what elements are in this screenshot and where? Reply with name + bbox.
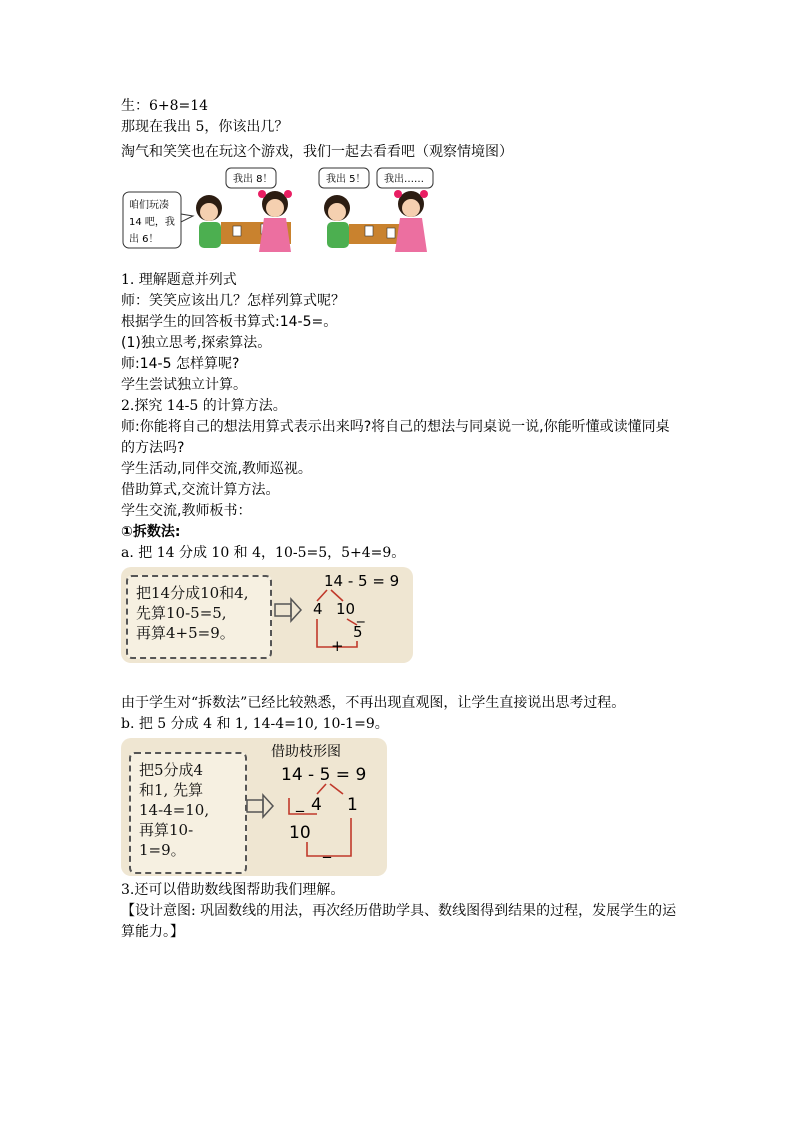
box-line: 1=9。 (139, 841, 186, 859)
girl-face (266, 199, 284, 217)
branch-diagram (121, 738, 387, 876)
figure-branch-diagram (121, 738, 387, 876)
bubble-tail (181, 214, 193, 222)
bubble-text: 14 吧，我 (129, 217, 175, 228)
document-page (121, 96, 681, 943)
boy-body (199, 222, 221, 248)
branch-line (317, 784, 326, 794)
text-line: 师：笑笑应该出几？怎样列算式呢？ (121, 293, 345, 309)
boy-face (200, 203, 218, 221)
text-line: 学生活动,同伴交流,教师巡视。 (121, 461, 312, 477)
boy-body (327, 222, 349, 248)
diagram-title: 借助枝形图 (271, 744, 341, 760)
bubble-text: 我出…… (384, 174, 424, 185)
scene-svg (121, 166, 441, 262)
box-line: 把5分成4 (139, 761, 204, 779)
card (387, 228, 395, 238)
branch-number: 1 (347, 795, 358, 815)
arrow-icon (275, 599, 301, 621)
girl-face (402, 199, 420, 217)
result-number: 5 (353, 623, 363, 641)
operator: + (331, 637, 344, 655)
text-line: 那现在我出 5，你该出几？ (121, 119, 289, 135)
operator: _ (296, 793, 304, 812)
operator: _ (357, 605, 365, 623)
box-line: 把14分成10和4, (136, 584, 249, 602)
text-line: 根据学生的回答板书算式:14-5=。 (121, 314, 338, 330)
text-line: 借助算式,交流计算方法。 (121, 482, 280, 498)
box-line: 和1, 先算 (139, 781, 204, 799)
text-line: 学生交流,教师板书： (121, 503, 252, 519)
connector-line (347, 619, 357, 625)
method-heading: ①拆数法: (121, 524, 181, 540)
operator: _ (323, 839, 331, 858)
text-line: 1. 理解题意并列式 (121, 272, 237, 288)
bubble-text: 我出 5！ (326, 174, 366, 185)
equation: 14 - 5 = 9 (324, 572, 400, 590)
bubble-text: 出 6！ (129, 234, 159, 245)
branch-line (330, 784, 343, 794)
text-line: 生：6+8=14 (121, 98, 209, 114)
branch-number: 4 (313, 600, 323, 618)
box-line: 再算4+5=9。 (136, 624, 235, 642)
text-line: 淘气和笑笑也在玩这个游戏，我们一起去看看吧（观察情境图） (121, 144, 513, 160)
result-number: 10 (289, 823, 311, 843)
text-line: 2.探究 14-5 的计算方法。 (121, 398, 287, 414)
hair-bow (420, 190, 428, 198)
figure-split-ten (121, 567, 413, 663)
text-paragraph: 师:你能将自己的想法用算式表示出来吗?将自己的想法与同桌说一说,你能听懂或读懂同桌的方法吗? (121, 419, 670, 456)
bubble-text: 咱们玩凑 (129, 200, 169, 211)
boy-face (328, 203, 346, 221)
equation: 14 - 5 = 9 (281, 765, 367, 785)
card (365, 226, 373, 236)
hair-bow (284, 190, 292, 198)
bubble-text: 我出 8！ (233, 174, 273, 185)
branch-number: 10 (336, 600, 356, 618)
scene-illustration (121, 166, 681, 266)
text-line: 学生尝试独立计算。 (121, 377, 247, 393)
text-line: b. 把 5 分成 4 和 1, 14-4=10, 10-1=9。 (121, 716, 389, 732)
text-paragraph: 由于学生对“拆数法”已经比较熟悉，不再出现直观图，让学生直接说出思考过程。 (121, 695, 626, 711)
girl-dress (395, 218, 427, 252)
card (233, 226, 241, 236)
text-line: 师:14-5 怎样算呢? (121, 356, 240, 372)
girl-dress (259, 218, 291, 252)
arrow-icon (247, 795, 273, 817)
text-line: 3.还可以借助数线图帮助我们理解。 (121, 882, 345, 898)
box-line: 再算10- (139, 821, 194, 839)
hair-bow (258, 190, 266, 198)
box-line: 先算10-5=5, (136, 604, 227, 622)
branch-number: 4 (311, 795, 322, 815)
text-paragraph: 【设计意图: 巩固数线的用法，再次经历借助学具、数线图得到结果的过程，发展学生的运算能力。】 (121, 903, 677, 940)
text-line: a. 把 14 分成 10 和 4，10-5=5，5+4=9。 (121, 545, 406, 561)
box-line: 14-4=10, (139, 801, 210, 819)
hair-bow (394, 190, 402, 198)
branch-diagram (121, 567, 413, 663)
text-line: (1)独立思考,探索算法。 (121, 335, 272, 351)
